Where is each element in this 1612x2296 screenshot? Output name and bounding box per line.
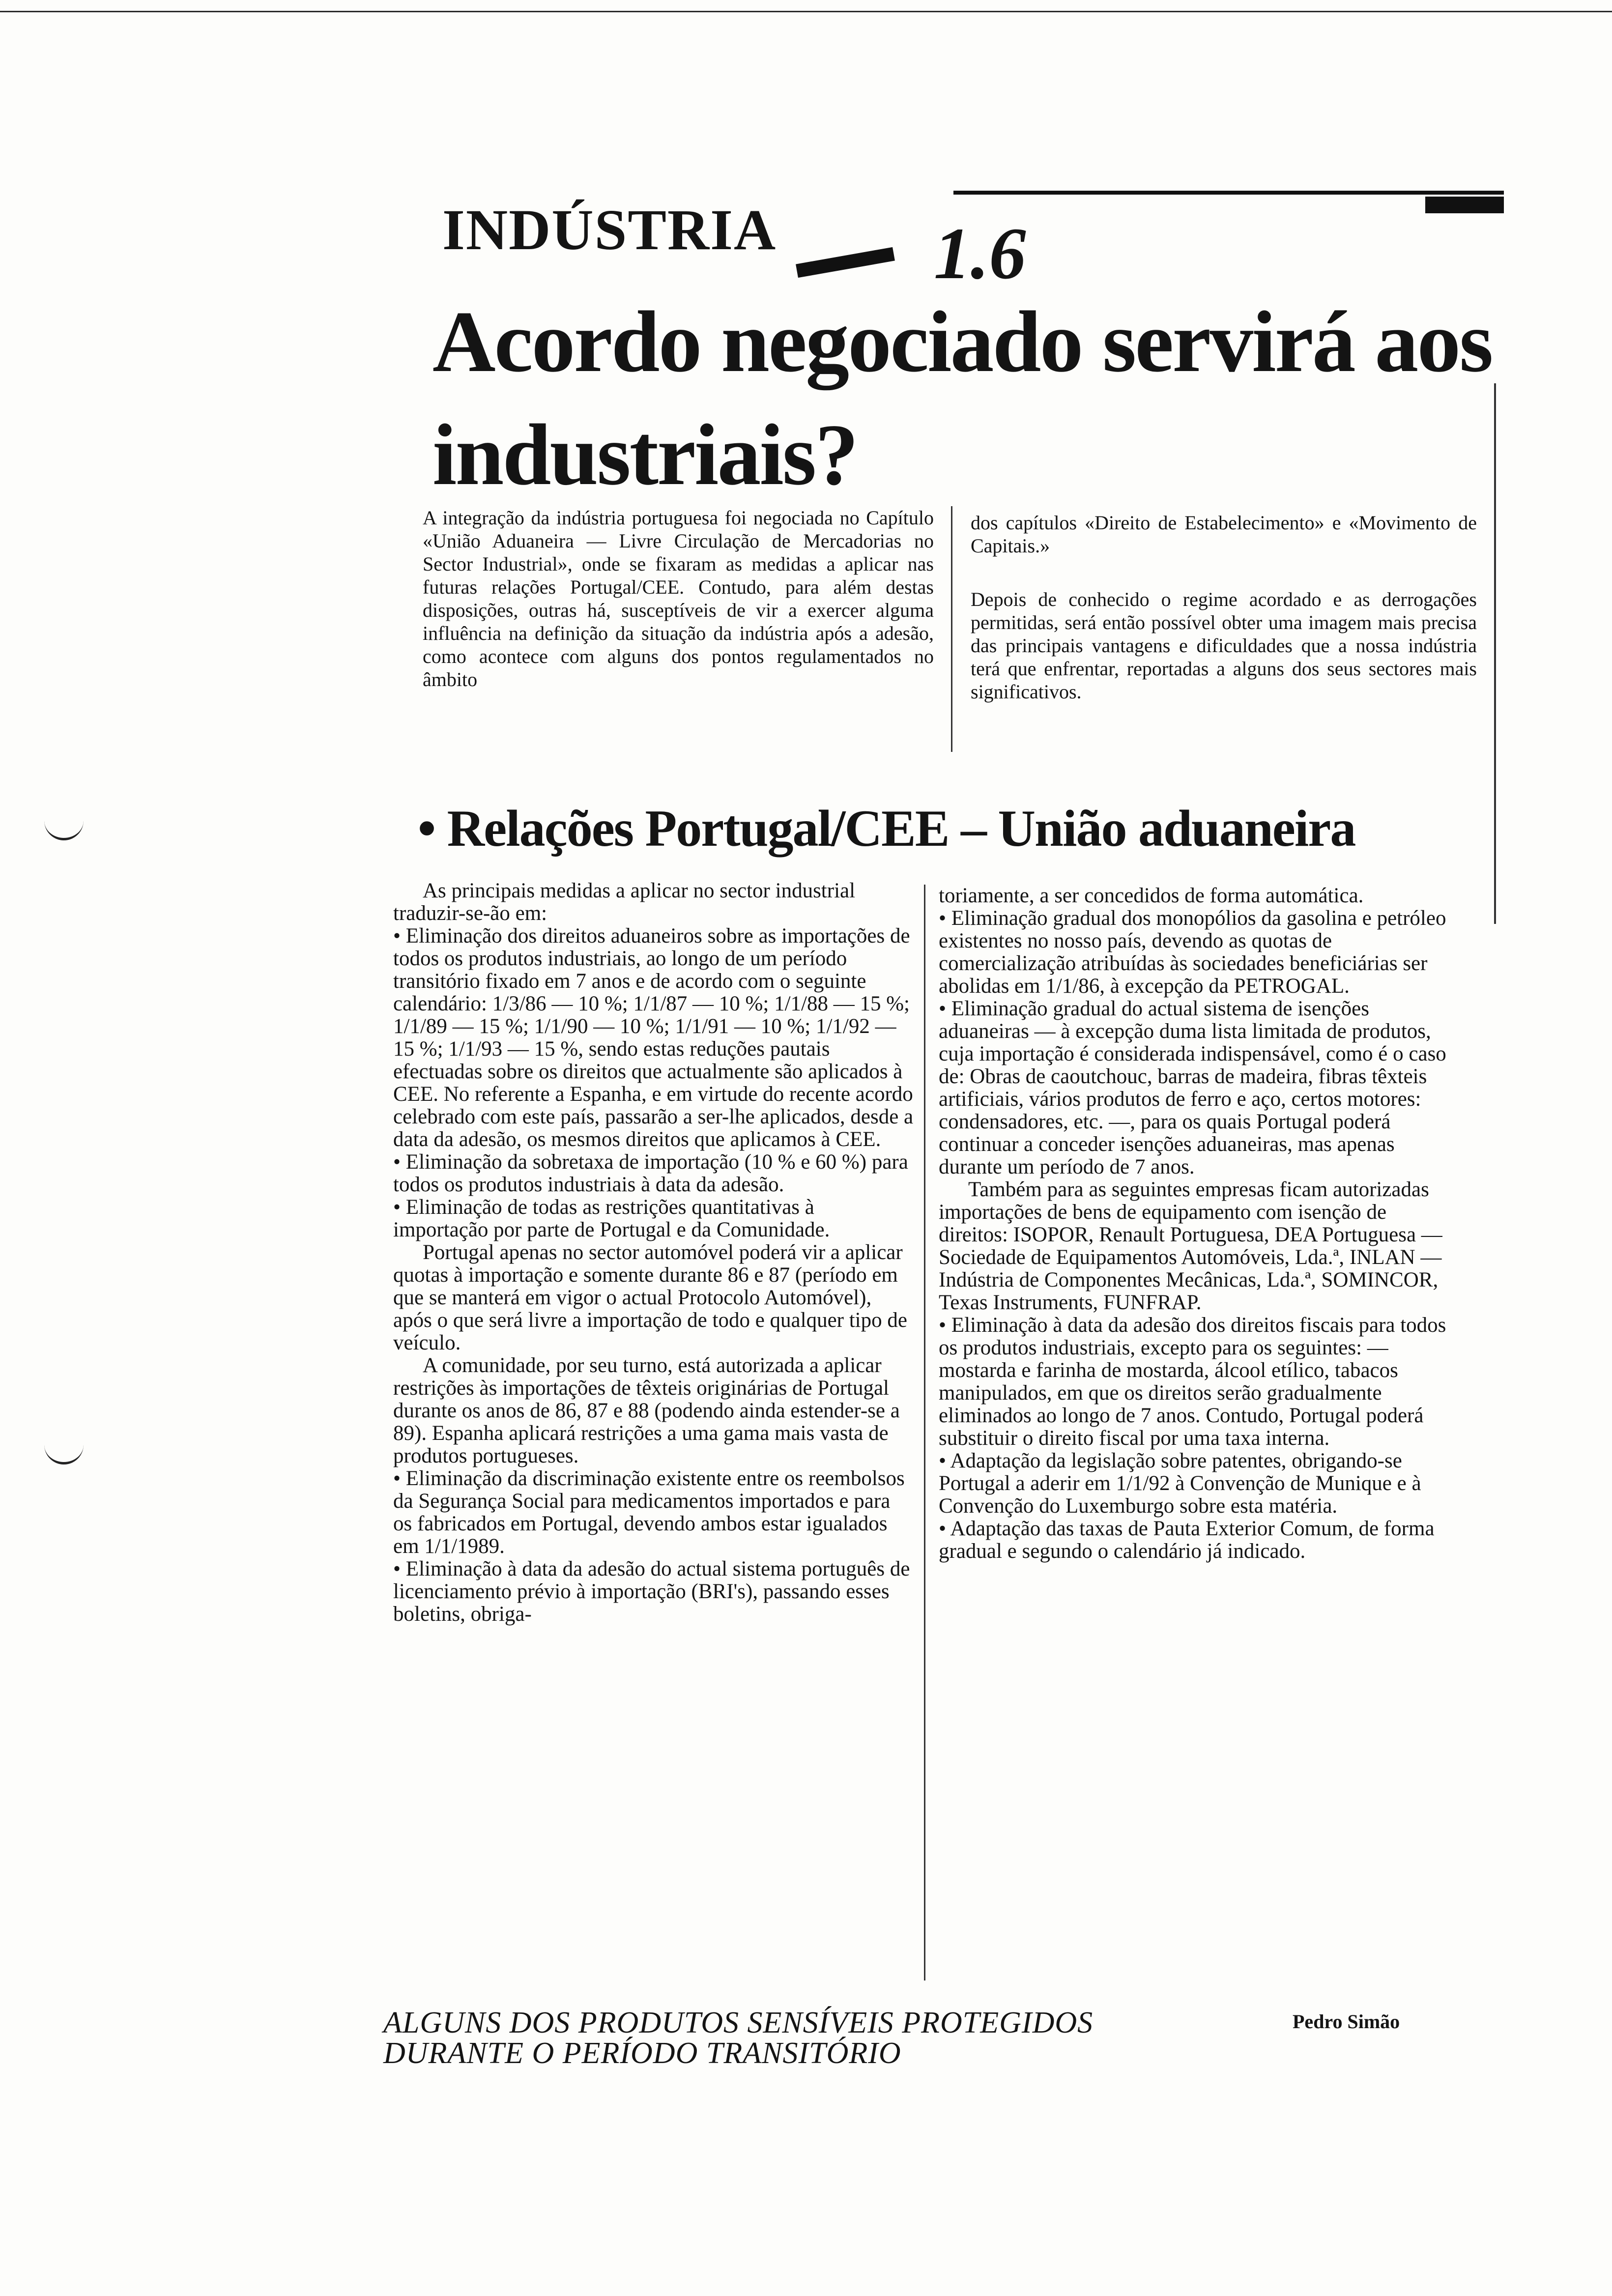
paragraph: As principais medidas a aplicar no sector industrial traduzir-se-ão em: xyxy=(393,879,856,925)
list-item: • Eliminação à data da adesão do actual sistema português de licenciamento prévio à importação (BRI's), passando esses boletins, obriga- xyxy=(393,1557,910,1626)
intro-text: A integração da indústria portuguesa foi negociada no Capítulo «União Aduaneira — Livre Circulação de Mercadorias no Sector Industrial», onde se fixaram as medidas a aplicar nas futuras relações Portugal/CEE. Contudo, para além destas disposições, outras há, susceptíveis de vir a exercer alguma influência na definição da situação da indústria após a adesão, como acontece com alguns dos pontos regulamentados no âmbito xyxy=(423,507,934,690)
list-item: • Eliminação da discriminação existente entre os reembolsos da Segurança Social para medicamentos importados e para os fabricados em Portugal, devendo ambos estar igualados em 1/1/1989. xyxy=(393,1467,905,1558)
paragraph: A comunidade, por seu turno, está autorizada a aplicar restrições às importações de têxteis originárias de Portugal durante os anos de 86, 87 e 88 (podendo ainda estender-se a 89). Espanha aplicará restrições a uma gama mais vasta de produtos portugueses. xyxy=(393,1354,900,1467)
paragraph: toriamente, a ser concedidos de forma automática. xyxy=(939,884,1364,907)
next-article-caption: ALGUNS DOS PRODUTOS SENSÍVEIS PROTEGIDOS DURANTE O PERÍODO TRANSITÓRIO xyxy=(383,2006,1094,2070)
intro-text: dos capítulos «Direito de Estabelecimento» e «Movimento de Capitais.» xyxy=(971,512,1477,557)
binding-hole-mark xyxy=(44,1442,84,1464)
headline: Acordo negociado servirá aos industriais? xyxy=(432,293,1492,503)
body-column-right xyxy=(939,885,1460,1563)
top-rule xyxy=(953,191,1504,195)
top-rule-thick xyxy=(1425,197,1504,213)
handwritten-note: 1.6 xyxy=(934,213,1026,294)
list-item: • Eliminação gradual dos monopólios da gasolina e petróleo existentes no nosso país, devendo as quotas de comercialização atribuídas às sociedades beneficiárias ser abolidas em 1/1/86, à excepção da PETROGAL. xyxy=(939,907,1446,998)
list-item: • Eliminação de todas as restrições quantitativas à importação por parte de Portugal e da Comunidade. xyxy=(393,1196,830,1241)
subheading: • Relações Portugal/CEE xyxy=(418,800,949,857)
list-item: • Eliminação gradual do actual sistema de isenções aduaneiras — à excepção duma lista limitada de produtos, cuja importação é considerada indispensável, como é o caso de: Obras de caoutchouc, barras de madeira, fibras têxteis artificiais, vários produtos de ferro e aço, certos motores: condensadores, etc. —, para os quais Portugal poderá continuar a conceder isenções aduaneiras, mas apenas durante um período de 7 anos. xyxy=(939,997,1446,1178)
paragraph: Também para as seguintes empresas ficam autorizadas importações de bens de equipamento com isenção de direitos: ISOPOR, Renault Portuguesa, DEA Portuguesa — Sociedade de Equipamentos Automóveis, Lda.ª, INLAN — Indústria de Componentes Mecânicas, Lda.ª, SOMINCOR, Texas Instruments, FUNFRAP. xyxy=(939,1178,1442,1314)
paragraph: Portugal apenas no sector automóvel poderá vir a aplicar quotas à importação e somente durante 86 e 87 (período em que se manterá em vigor o actual Protocolo Automóvel), após o que será livre a importação de todo e qualquer tipo de veículo. xyxy=(393,1241,907,1354)
intro-text: Depois de conhecido o regime acordado e as derrogações permitidas, será então possível obter uma imagem mais precisa das principais vantagens e dificuldades que a nossa indústria terá que enfrentar, reportadas a alguns dos seus sectores mais significativos. xyxy=(971,588,1477,703)
list-item: • Eliminação à data da adesão dos direitos fiscais para todos os produtos industriais, excepto para os seguintes: — mostarda e farinha de mostarda, álcool etílico, tabacos manipulados, em que os direitos serão gradualmente eliminados ao longo de 7 anos. Contudo, Portugal poderá substituir o direito fiscal por uma taxa interna. xyxy=(939,1314,1446,1450)
intro-column-right xyxy=(971,511,1477,703)
binding-hole-mark xyxy=(44,818,84,840)
list-item: • Eliminação dos direitos aduaneiros sobre as importações de todos os produtos industriais, ao longo de um período transitório fixado em 7 anos e de acordo com o seguinte calendário: 1/3/86 — 10 %; 1/1/87 — 10 %; 1/1/88 — 15 %; 1/1/89 — 15 %; 1/1/90 — 10 %; 1/1/91 — 10 %; 1/1/92 — 15 %; 1/1/93 — 15 %, sendo estas reduções pautais efectuadas sobre os direitos que actualmente são aplicados à CEE. No referente a Espanha, e em virtude do recente acordo celebrado com este país, passarão a ser-lhe aplicados, desde a data da adesão, os mesmos direitos que aplicamos à CEE. xyxy=(393,924,914,1151)
column-divider xyxy=(924,885,925,1980)
section-label: INDÚSTRIA xyxy=(442,198,777,262)
pen-stroke xyxy=(796,247,895,278)
intro-column-left xyxy=(423,506,934,691)
subheading: – União aduaneira xyxy=(961,800,1355,857)
list-item: • Adaptação das taxas de Pauta Exterior Comum, de forma gradual e segundo o calendário já indicado. xyxy=(939,1517,1435,1563)
column-divider xyxy=(951,506,952,752)
byline: Pedro Simão xyxy=(1293,2010,1400,2033)
body-column-left xyxy=(393,880,914,1626)
list-item: • Adaptação da legislação sobre patentes, obrigando-se Portugal a aderir em 1/1/92 à Convenção de Munique e à Convenção do Luxemburgo sobre esta matéria. xyxy=(939,1449,1421,1518)
list-item: • Eliminação da sobretaxa de importação (10 % e 60 %) para todos os produtos industriais à data da adesão. xyxy=(393,1150,908,1196)
scan-edge-line xyxy=(0,11,1612,12)
